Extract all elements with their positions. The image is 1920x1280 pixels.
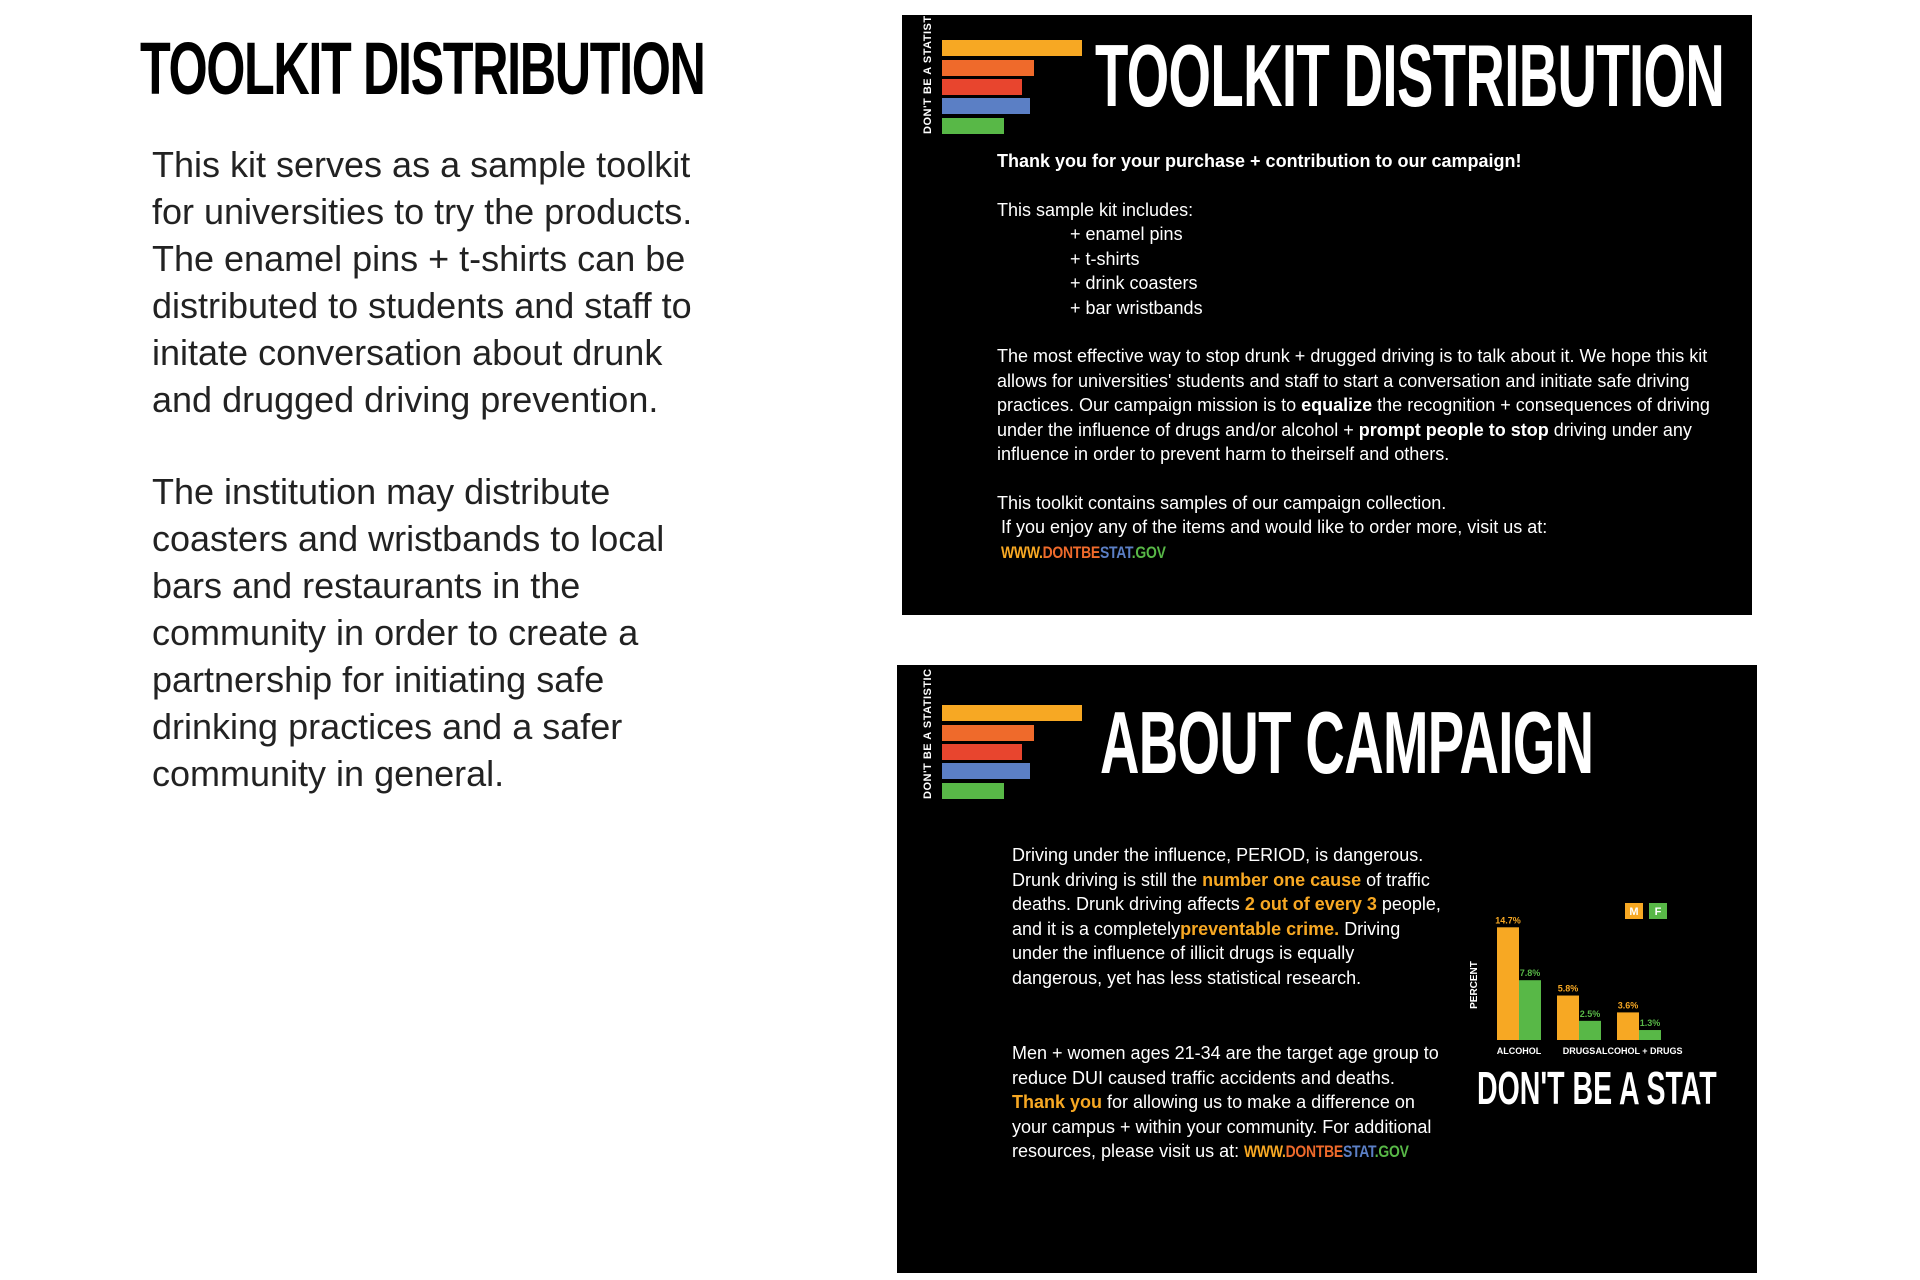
about-text: people, and it is a completely: [1012, 894, 1441, 939]
closing-paragraph: [997, 515, 1717, 565]
mission-text: the recognition + consequences of driving under the influence of drugs and/or alcohol +: [997, 395, 1710, 440]
url-part: .GOV: [1374, 1142, 1409, 1161]
chart-bar: [1497, 927, 1519, 1040]
card-title: ABOUT CAMPAIGN: [1100, 693, 1594, 792]
logo-bar: [942, 40, 1082, 56]
about-text: Men + women ages 21-34 are the target age group to reduce DUI caused traffic accidents and deaths.: [1012, 1043, 1439, 1088]
chart-category-label: ALCOHOL + DRUGS: [1595, 1046, 1683, 1056]
includes-label: This sample kit includes:: [997, 199, 1194, 220]
kit-item: + drink coasters: [1070, 273, 1198, 293]
chart-bar: [1519, 980, 1541, 1040]
mission-text: driving under any influence in order to prevent harm to theirself and others.: [997, 419, 1692, 464]
chart-legend-label: F: [1654, 906, 1662, 918]
url-part: STAT: [1343, 1142, 1375, 1161]
logo-bar: [942, 118, 1004, 134]
highlight-text: number one cause: [1202, 869, 1362, 890]
logo-vertical-text: DON'T BE A STATISTIC: [922, 3, 934, 134]
intro-paragraph: The institution may distribute coasters and wristbands to local bars and restaurants in the community in order to create a partnership for initiating safe drinking practices and a safer community in general.: [152, 471, 665, 794]
about-text: for allowing us to make a difference on your campus + within your community. For additional resources, please visit us at:: [1012, 1092, 1432, 1161]
chart-bar: [1639, 1030, 1661, 1040]
toolkit-distribution-card: [902, 3, 1752, 615]
mission-paragraph: [997, 344, 1717, 467]
kit-item: + enamel pins: [1070, 224, 1183, 244]
chart-data-label: 3.6%: [1617, 1000, 1639, 1011]
card-title: TOOLKIT DISTRIBUTION: [1095, 26, 1725, 125]
chart-bar: [1579, 1021, 1601, 1040]
url-part: STAT: [1099, 542, 1132, 562]
logo-bar: [942, 98, 1030, 114]
about-text: Driving under the influence, PERIOD, is dangerous. Drunk driving is still the: [1012, 845, 1424, 890]
logo-bar: [942, 744, 1022, 760]
chart-bar: [1557, 996, 1579, 1040]
about-body: [1012, 843, 1447, 1165]
highlight-text: 2 out of every 3: [1244, 894, 1377, 914]
about-text: of traffic deaths. Drunk driving affects: [1012, 869, 1430, 914]
url-part: WWW.: [1001, 542, 1043, 562]
mission-text: The most effective way to stop drunk + drugged driving is to talk about it. We hope this kit allows for universities' students and staff to start a conversation and initiate safe driving practices. Our campaign mission is to: [997, 346, 1708, 415]
slogan: DON'T BE A STAT: [1477, 1062, 1717, 1114]
chart-category-label: ALCOHOL: [1496, 1046, 1542, 1056]
about-text: Driving under the influence of illicit drugs is equally dangerous, yet has less statistical research.: [1012, 918, 1401, 988]
logo-bar: [942, 763, 1030, 779]
highlight-text: Thank you: [1012, 1092, 1103, 1112]
kit-item: + bar wristbands: [1070, 297, 1203, 318]
website-link[interactable]: [1244, 1140, 1409, 1165]
url-part: DONTBE: [1042, 542, 1100, 562]
chart-legend-label: M: [1629, 906, 1639, 918]
url-part: .GOV: [1131, 542, 1166, 562]
logo-bar: [942, 783, 1004, 799]
url-part: DONTBE: [1285, 1142, 1344, 1161]
kit-item: + t-shirts: [1070, 248, 1140, 269]
mission-bold: equalize: [1301, 395, 1373, 415]
closing-text: This toolkit contains samples of our campaign collection.: [997, 492, 1447, 513]
about-paragraph: [1012, 843, 1447, 990]
about-campaign-card: [897, 665, 1757, 1273]
chart-bar: [1617, 1012, 1639, 1040]
logo-bar: [942, 725, 1034, 741]
about-paragraph: [1012, 1041, 1447, 1165]
closing-text: If you enjoy any of the items and would like to order more, visit us at:: [1001, 517, 1548, 537]
logo-bar: [942, 60, 1034, 76]
logo-bar: [942, 79, 1022, 95]
intro-paragraph: This kit serves as a sample toolkit for universities to try the products. The enamel pins + t-shirts can be distributed to students and staff to initate conversation about drunk and drugged driving prevention.: [152, 144, 693, 420]
chart-data-label: 2.5%: [1579, 1008, 1601, 1019]
chart-data-label: 14.7%: [1495, 915, 1521, 926]
chart-category-label: DRUGS: [1562, 1046, 1596, 1056]
url-part: WWW.: [1244, 1142, 1286, 1161]
thanks-text: Thank you for your purchase + contribution to our campaign!: [997, 151, 1522, 171]
chart-y-axis-label: PERCENT: [1469, 961, 1480, 1009]
chart-svg: [1467, 885, 1717, 1065]
logo-bar: [942, 705, 1082, 721]
toolkit-body: [997, 149, 1717, 565]
mission-bold: prompt people to stop: [1358, 419, 1549, 440]
highlight-text: preventable crime.: [1180, 918, 1340, 939]
chart-data-label: 7.8%: [1519, 968, 1541, 979]
website-link[interactable]: [1001, 541, 1166, 566]
chart-data-label: 5.8%: [1557, 983, 1579, 994]
chart-data-label: 1.3%: [1639, 1018, 1661, 1029]
page-title: TOOLKIT DISTRIBUTION: [140, 27, 705, 110]
logo-vertical-text: DON'T BE A STATISTIC: [922, 668, 934, 799]
